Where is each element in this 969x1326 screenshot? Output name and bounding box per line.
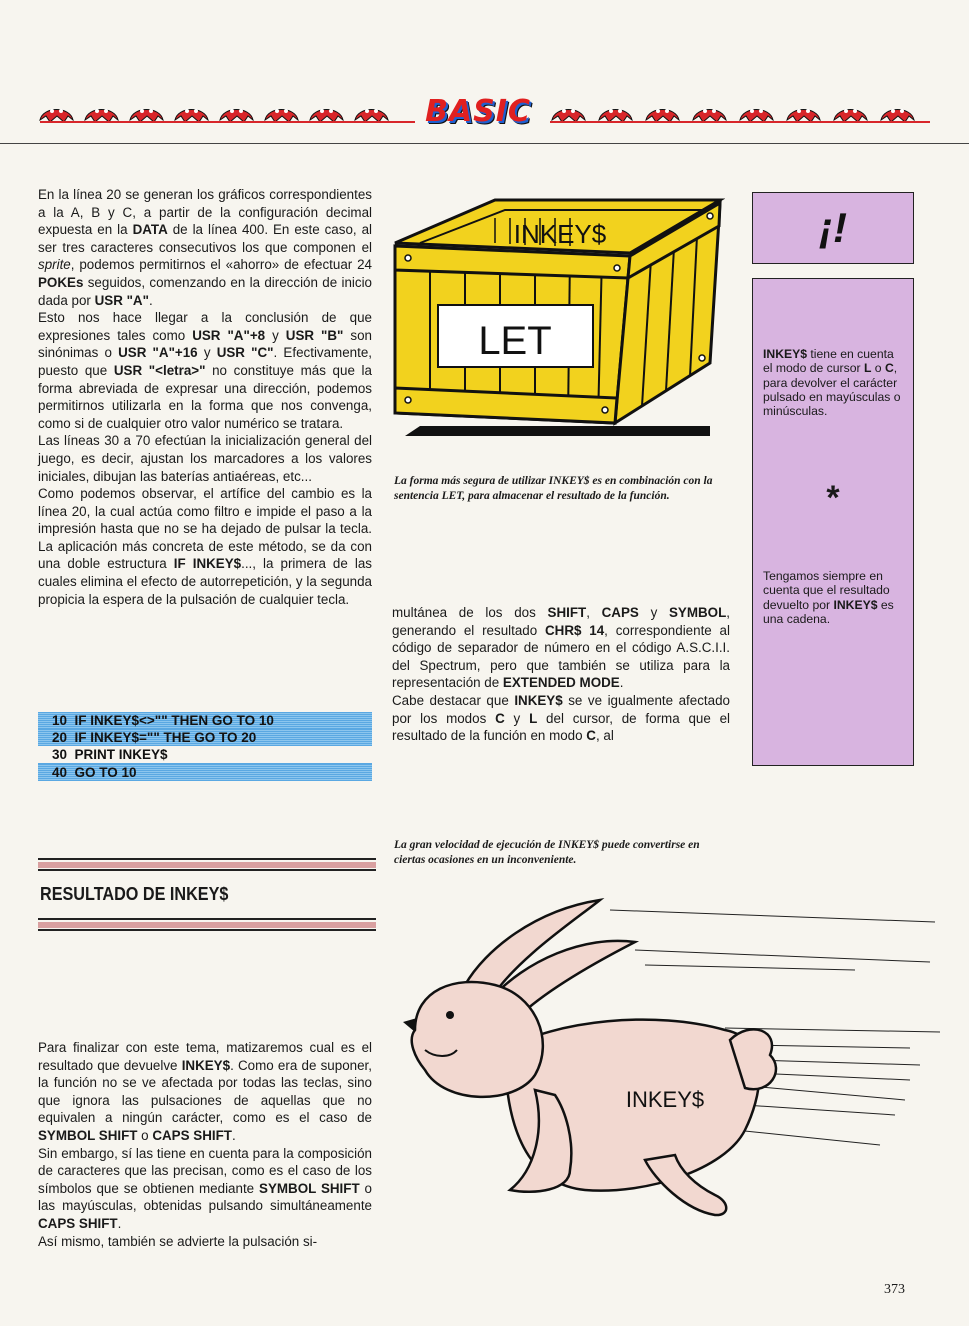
crab-icon-3 (175, 110, 208, 123)
crab-icon-14 (834, 110, 867, 123)
code-line-4: 40 GO TO 10 (38, 764, 372, 781)
crab-icon-1 (85, 110, 118, 123)
crab-icons-right (552, 109, 914, 122)
crab-icon-7 (355, 110, 388, 123)
sidebar-asterisk: * (826, 479, 840, 517)
code-line-1: 10 IF INKEY$<>"" THEN GO TO 10 (38, 712, 372, 729)
col1b-paragraph-2: Sin embargo, sí las tiene en cuenta para la composición de caracteres que las precisan, como es el caso de los símbolos que se obtienen mediante SYMBOL SHIFT o las mayúsculas, obtenidas pulsando simultáneamente CAPS SHIFT. (38, 1145, 372, 1231)
column1-text-2 (38, 1039, 372, 1250)
crate-illustration (380, 188, 725, 448)
rabbit-illustration (395, 890, 940, 1220)
crate-label-front: LET (478, 319, 552, 363)
header-title: BASIC (425, 94, 531, 129)
code-listing (38, 712, 372, 782)
crab-icon-12 (740, 110, 773, 123)
header-band (0, 92, 969, 132)
crab-icon-6 (310, 110, 343, 123)
sidebar-box (752, 278, 914, 766)
section-title: RESULTADO DE INKEY$ (40, 884, 229, 904)
page-number: 373 (884, 1282, 905, 1297)
sidebar-title: ¡! (819, 204, 847, 251)
crab-icon-15 (881, 110, 914, 123)
sidebar-note-1: INKEY$ tiene en cuenta el modo de cursor L o C, para devolver el carácter pulsado en mayúsculas o minúsculas. (763, 347, 901, 419)
column2-text (392, 604, 730, 745)
caption-rabbit: La gran velocidad de ejecución de INKEY$ puede convertirse en ciertas ocasiones en un inconveniente. (394, 839, 700, 866)
crab-icon-11 (693, 110, 726, 123)
caption-crate: La forma más segura de utilizar INKEY$ es en combinación con la sentencia LET, para almacenar el resultado de la función. (394, 475, 713, 502)
column1-text (38, 186, 372, 608)
crab-icons-left (40, 109, 388, 122)
crate-shadow (405, 426, 710, 436)
col2-paragraph-1: multánea de los dos SHIFT, CAPS y SYMBOL, generando el resultado CHR$ 14, correspondiente al código de separador de número en el código A.S.C.I.I. del Spectrum, pero que también se utiliza para la representación de EXTENDED MODE. (392, 605, 730, 691)
crab-icon-13 (787, 110, 820, 123)
header-rule (0, 143, 969, 144)
crab-icon-2 (130, 110, 163, 123)
crab-icon-8 (552, 110, 585, 123)
code-line-2: 20 IF INKEY$="" THE GO TO 20 (38, 729, 372, 746)
col1-paragraph-1: En la línea 20 se generan los gráficos correspondientes a la A, B y C, a partir de la configuración decimal expuesta en la DATA de la línea 400. En este caso, al ser tres caracteres consecutivos los que componen el sprite, podemos permitirnos el «ahorro» de efectuar 24 POKEs seguidos, comenzando en la dirección de inicio dada por USR "A". (38, 187, 373, 308)
col1b-paragraph-3: Así mismo, también se advierte la pulsación si- (38, 1233, 318, 1249)
rabbit-label: INKEY$ (625, 1087, 705, 1112)
crab-icon-10 (646, 110, 679, 123)
sidebar-note-2: Tengamos siempre en cuenta que el resultado devuelto por INKEY$ es una cadena. (763, 569, 894, 626)
crab-icon-5 (265, 110, 298, 123)
col2-paragraph-2: Cabe destacar que INKEY$ se ve igualmente afectado por los modos C y L del cursor, de forma que el resultado de la función en modo C, al (392, 692, 731, 744)
crab-icon-0 (40, 110, 73, 123)
col1b-paragraph-1: Para finalizar con este tema, matizaremos cual es el resultado que devuelve INKEY$. Como era de suponer, la función no se ve afectada por todas las teclas, sino que ignora las pulsaciones de aquellas que no equivalen a ningún carácter, como es el caso de SYMBOL SHIFT o CAPS SHIFT. (38, 1040, 372, 1143)
crab-icon-4 (220, 110, 253, 123)
crab-icon-9 (599, 110, 632, 123)
col1-paragraph-2: Esto nos hace llegar a la conclusión de que expresiones tales como USR "A"+8 y USR "B" son sinónimas o USR "A"+16 y USR "C". Efectivamente, puesto que USR "<letra>" no constituye más que la forma abreviada de expresar una dirección, podemos permitirnos utilizarla en la forma que nos convenga, como si de cualquier otro valor numérico se tratara. (38, 310, 372, 431)
col1-paragraph-4: Como podemos observar, el artífice del cambio es la línea 20, la cual actúa como filtro e impide el paso a la impresión hasta que no se ha dejado de pulsar la tecla. La aplicación más concreta de este método, se da con una doble estructura IF INKEY$..., la primera de las cuales elimina el efecto de autorrepetición, y la segunda propicia la espera de la pulsación de cualquier tecla. (38, 486, 372, 607)
code-line-3: 30 PRINT INKEY$ (38, 746, 372, 764)
crate-label-top: INKEY$ (513, 219, 607, 249)
sidebar-title-box (752, 192, 914, 264)
col1-paragraph-3: Las líneas 30 a 70 efectúan la inicialización general del juego, es decir, ajustan los marcadores a los valores iniciales, dibujan las baterías antiaéreas, etc... (38, 433, 372, 484)
